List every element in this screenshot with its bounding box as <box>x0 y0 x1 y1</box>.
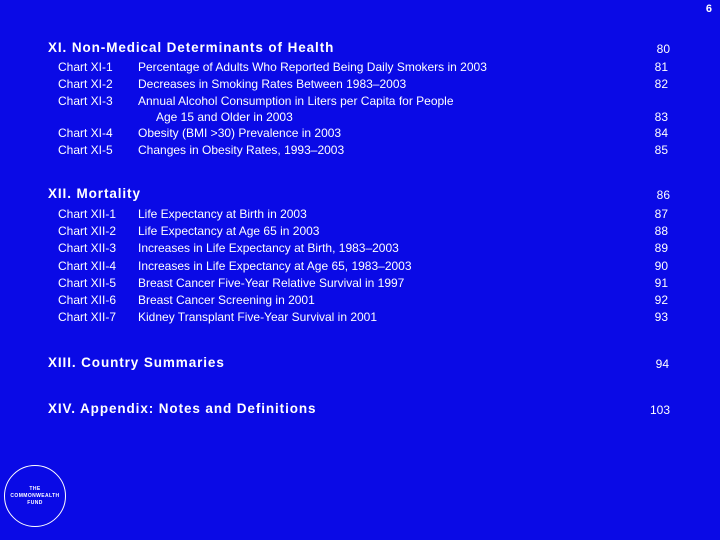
section-title-xiii: XIII. Country Summaries <box>48 355 225 370</box>
toc-row <box>0 293 720 310</box>
chart-page: 88 <box>654 224 668 238</box>
chart-label: Chart XI-2 <box>58 77 113 91</box>
chart-title: Changes in Obesity Rates, 1993–2003 <box>138 143 345 157</box>
toc-row <box>0 310 720 327</box>
toc-row <box>0 276 720 293</box>
chart-label: Chart XII-1 <box>58 207 117 221</box>
chart-title: Increases in Life Expectancy at Age 65, 1983–2003 <box>138 259 412 273</box>
logo-line: FUND <box>27 499 43 506</box>
chart-page: 85 <box>654 143 668 157</box>
chart-title-continued: Age 15 and Older in 2003 <box>156 110 293 124</box>
chart-title: Decreases in Smoking Rates Between 1983–2003 <box>138 77 407 91</box>
chart-page: 90 <box>654 259 668 273</box>
chart-label: Chart XII-3 <box>58 241 117 255</box>
section-page-xiv: 103 <box>649 403 670 417</box>
toc-row <box>0 241 720 258</box>
section-page-xii: 86 <box>656 188 670 202</box>
chart-page: 82 <box>654 77 668 91</box>
chart-label: Chart XI-4 <box>58 126 113 140</box>
chart-title: Breast Cancer Screening in 2001 <box>138 293 315 307</box>
section-title-xii: XII. Mortality <box>48 186 141 201</box>
chart-label: Chart XII-5 <box>58 276 117 290</box>
toc-row <box>0 207 720 224</box>
page-number: 6 <box>705 3 712 15</box>
commonwealth-fund-logo <box>4 465 66 527</box>
chart-page: 84 <box>654 126 668 140</box>
chart-page: 91 <box>654 276 668 290</box>
toc-row <box>0 143 720 160</box>
chart-label: Chart XI-5 <box>58 143 113 157</box>
section-page-xiii: 94 <box>655 357 669 371</box>
chart-title: Life Expectancy at Age 65 in 2003 <box>138 224 320 238</box>
chart-page: 92 <box>654 293 668 307</box>
toc-row <box>0 224 720 241</box>
section-page-xi: 80 <box>656 42 670 56</box>
chart-label: Chart XII-4 <box>58 259 117 273</box>
chart-page: 93 <box>654 310 668 324</box>
chart-label: Chart XI-3 <box>58 94 113 108</box>
chart-title: Obesity (BMI >30) Prevalence in 2003 <box>138 126 342 140</box>
chart-label: Chart XI-1 <box>58 60 113 74</box>
chart-title: Percentage of Adults Who Reported Being Daily Smokers in 2003 <box>138 60 487 74</box>
chart-label: Chart XII-2 <box>58 224 117 238</box>
chart-title: Kidney Transplant Five-Year Survival in 2001 <box>138 310 378 324</box>
toc-row <box>0 60 720 77</box>
chart-label: Chart XII-6 <box>58 293 117 307</box>
chart-title: Increases in Life Expectancy at Birth, 1983–2003 <box>138 241 399 255</box>
section-title-xiv: XIV. Appendix: Notes and Definitions <box>48 401 317 416</box>
toc-row <box>0 94 720 124</box>
toc-row <box>0 126 720 143</box>
chart-page: 83 <box>654 110 668 124</box>
chart-page: 89 <box>654 241 668 255</box>
logo-line: COMMONWEALTH <box>10 492 60 499</box>
toc-row <box>0 259 720 276</box>
chart-title: Life Expectancy at Birth in 2003 <box>138 207 307 221</box>
toc-row <box>0 77 720 94</box>
chart-page: 81 <box>654 60 668 74</box>
section-title-xi: XI. Non-Medical Determinants of Health <box>48 40 335 55</box>
chart-page: 87 <box>654 207 668 221</box>
chart-title: Annual Alcohol Consumption in Liters per Capita for People <box>138 94 454 108</box>
chart-title: Breast Cancer Five-Year Relative Survival in 1997 <box>138 276 405 290</box>
chart-label: Chart XII-7 <box>58 310 117 324</box>
logo-line: THE <box>29 485 41 492</box>
